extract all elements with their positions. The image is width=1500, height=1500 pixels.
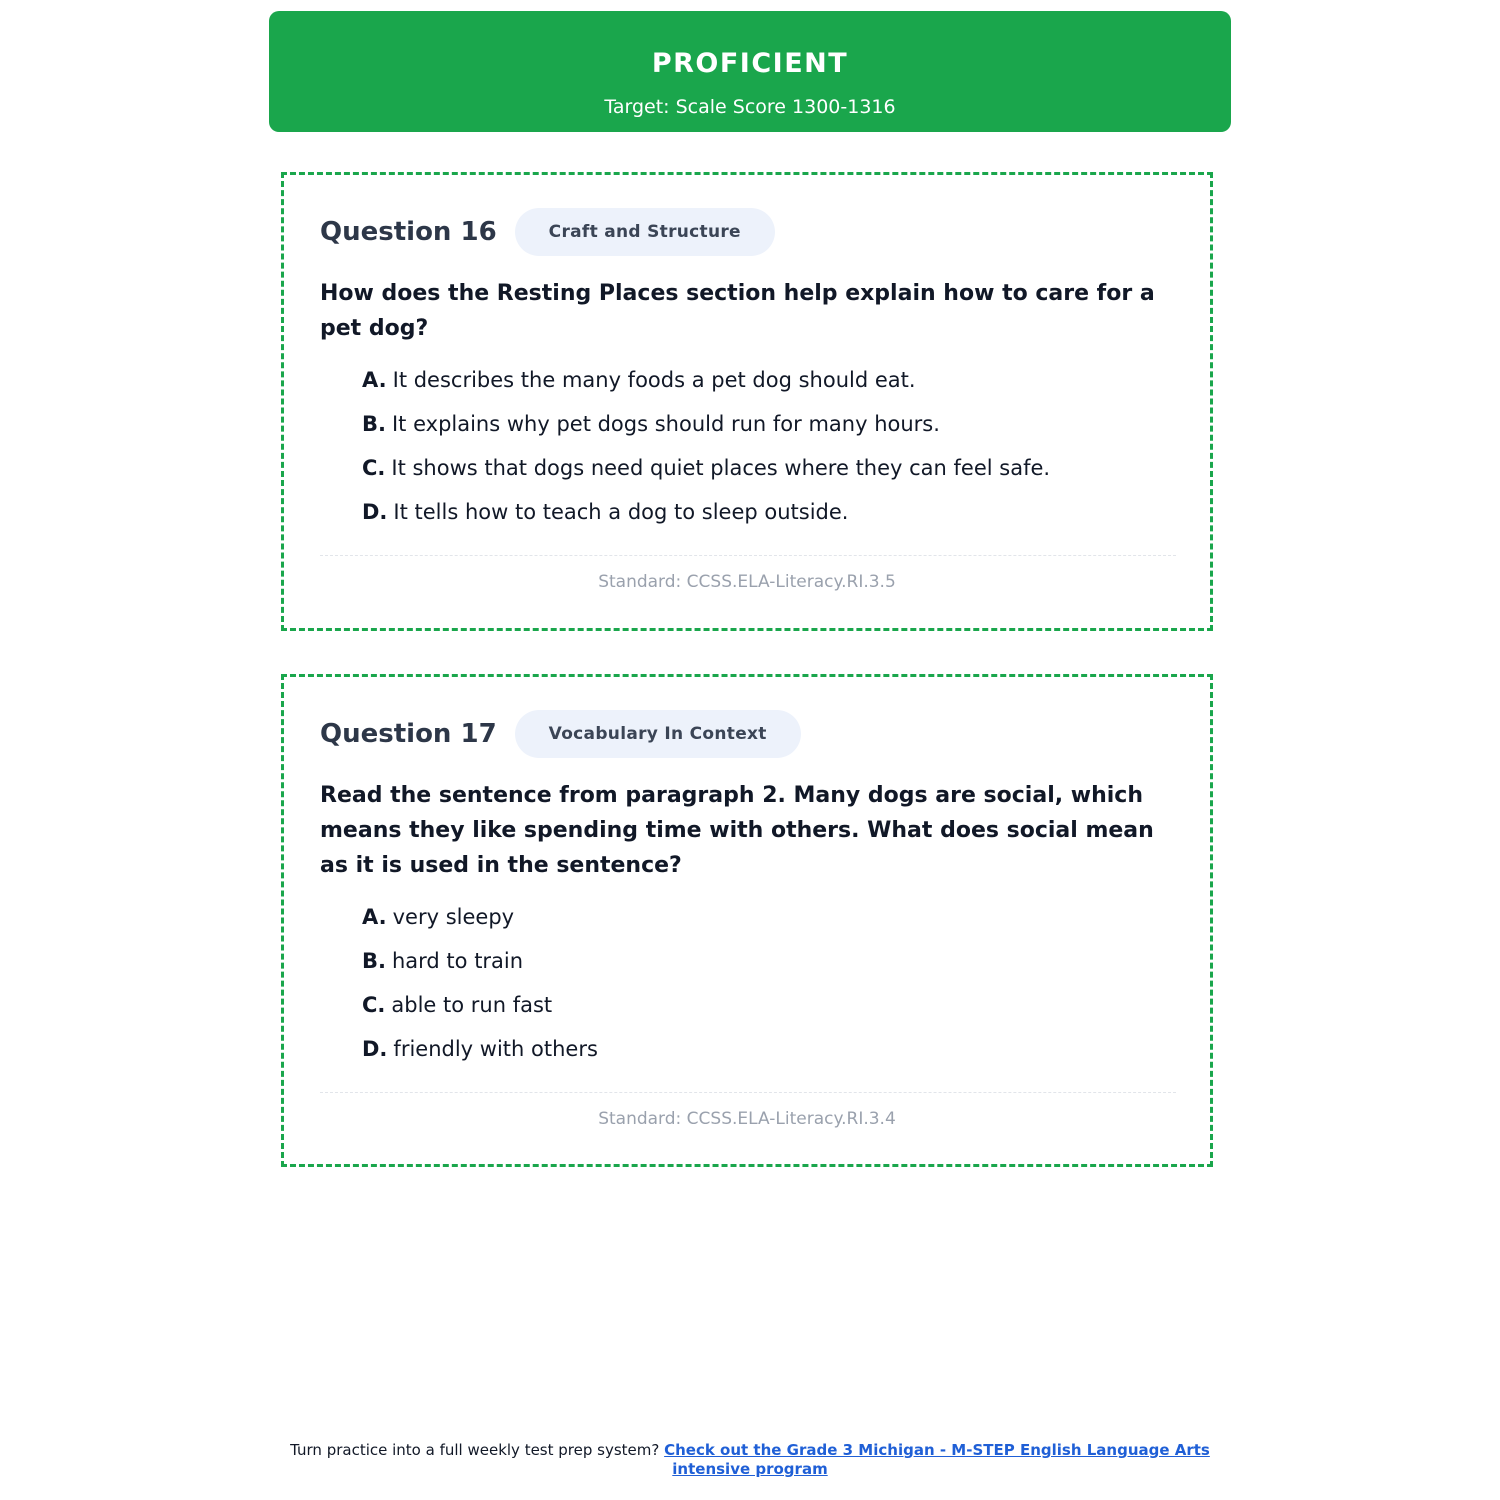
answer-option-b[interactable] xyxy=(362,947,1180,991)
option-letter: B. xyxy=(362,949,386,973)
answer-option-b[interactable] xyxy=(362,410,1180,454)
option-letter: C. xyxy=(362,993,386,1017)
option-letter: C. xyxy=(362,456,386,480)
question-prompt: Read the sentence from paragraph 2. Many dogs are social, which means they like spending time with others. What does social mean as it is used in the sentence? xyxy=(320,783,1154,878)
answer-option-a[interactable] xyxy=(362,903,1180,947)
option-letter: A. xyxy=(362,905,387,929)
level-banner xyxy=(269,11,1231,132)
target-score: Target: Scale Score 1300-1316 xyxy=(604,96,896,118)
question-card xyxy=(281,172,1213,631)
question-header xyxy=(320,208,775,256)
option-text: It explains why pet dogs should run for many hours. xyxy=(391,412,940,436)
option-text: very sleepy xyxy=(392,905,515,929)
option-text: able to run fast xyxy=(391,993,553,1017)
question-number: Question 17 xyxy=(320,719,497,749)
answer-options xyxy=(362,903,1180,1079)
answer-option-d[interactable] xyxy=(362,498,1180,542)
option-letter: D. xyxy=(362,1037,388,1061)
answer-option-c[interactable] xyxy=(362,454,1180,498)
question-prompt: How does the Resting Places section help explain how to care for a pet dog? xyxy=(320,281,1155,341)
answer-options xyxy=(362,366,1180,542)
option-text: hard to train xyxy=(391,949,524,973)
question-card xyxy=(281,674,1213,1167)
option-letter: B. xyxy=(362,412,386,436)
option-letter: D. xyxy=(362,500,388,524)
standard-label: Standard: CCSS.ELA-Literacy.RI.3.4 xyxy=(598,1109,896,1129)
footer-text: Turn practice into a full weekly test prep system? xyxy=(290,1441,665,1459)
option-text: It shows that dogs need quiet places where they can feel safe. xyxy=(391,456,1051,480)
answer-option-d[interactable] xyxy=(362,1035,1180,1079)
option-text: friendly with others xyxy=(393,1037,598,1061)
option-text: It tells how to teach a dog to sleep outside. xyxy=(393,500,849,524)
program-link[interactable]: Check out the Grade 3 Michigan - M-STEP English Language Arts intensive program xyxy=(664,1441,1210,1478)
option-letter: A. xyxy=(362,368,387,392)
category-badge: Vocabulary In Context xyxy=(515,710,801,758)
answer-option-a[interactable] xyxy=(362,366,1180,410)
level-title: PROFICIENT xyxy=(651,48,849,79)
divider xyxy=(320,1092,1176,1093)
question-header xyxy=(320,710,801,758)
category-badge: Craft and Structure xyxy=(515,208,775,256)
footer-promo xyxy=(270,1441,1230,1479)
option-text: It describes the many foods a pet dog should eat. xyxy=(392,368,916,392)
divider xyxy=(320,555,1176,556)
question-number: Question 16 xyxy=(320,217,497,247)
answer-option-c[interactable] xyxy=(362,991,1180,1035)
standard-label: Standard: CCSS.ELA-Literacy.RI.3.5 xyxy=(598,572,896,592)
